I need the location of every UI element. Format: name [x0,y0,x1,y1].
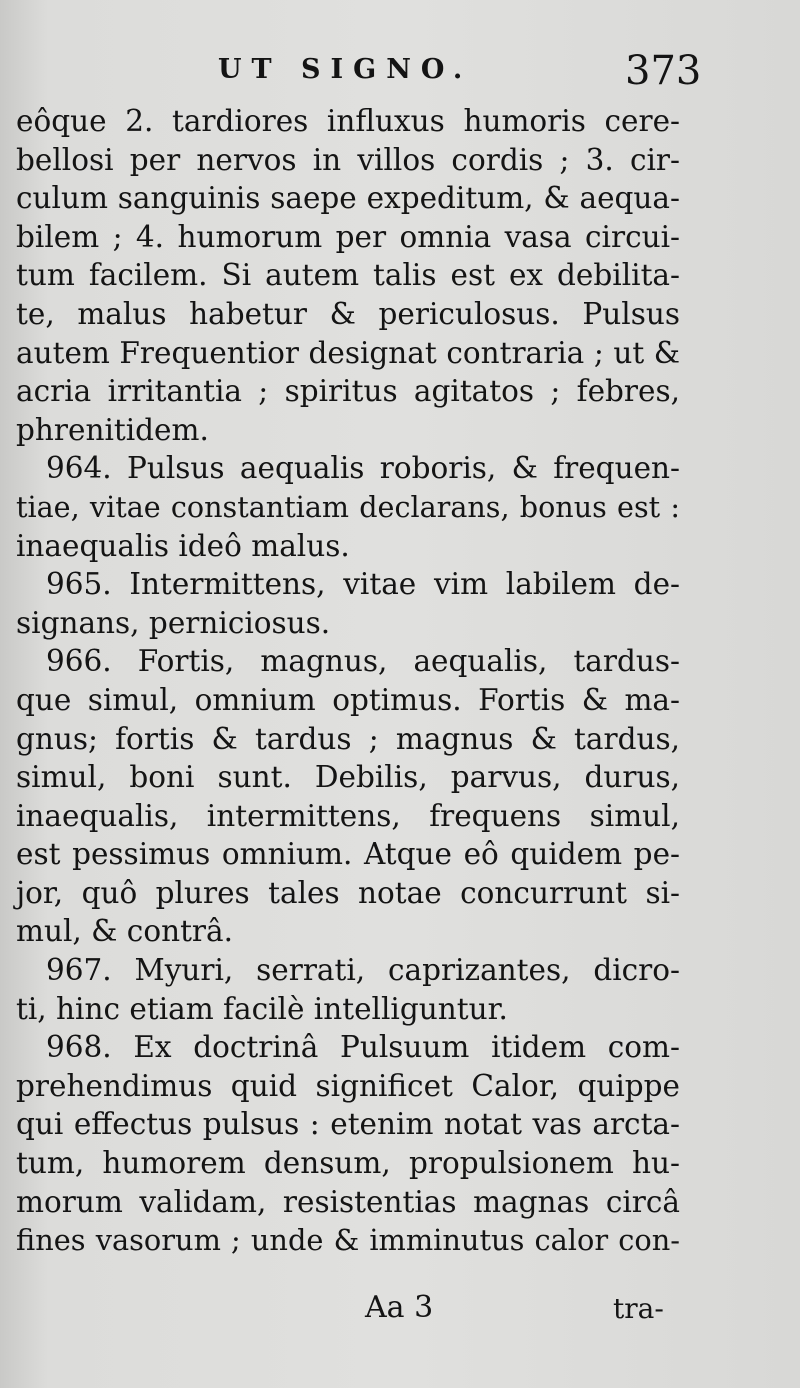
text-line: 968. Ex doctrinâ Pulsuum itidem com- [46,1030,680,1065]
text-line: tum facilem. Si autem talis est ex debilita- [16,258,680,293]
text-line: inaequalis, intermittens, frequens simul, [16,798,680,833]
text-line: 965. Intermittens, vitae vim labilem de- [46,567,680,602]
text-line: 967. Myuri, serrati, caprizantes, dicro- [46,953,680,988]
text-line: autem Frequentior designat contraria ; ut & [16,335,680,370]
text-line: te, malus habetur & periculosus. Pulsus [16,296,680,331]
text-line: prehendimus quid significet Calor, quippe [16,1068,680,1103]
text-line: bilem ; 4. humorum per omnia vasa circui- [16,219,680,254]
page-number: 373 [625,48,702,94]
page-footer [0,1290,800,1340]
text-line: culum sanguinis saepe expeditum, & aequa- [16,181,680,216]
text-line: mul, & contrâ. [16,914,234,949]
text-line: 966. Fortis, magnus, aequalis, tardus- [46,644,680,679]
signature-mark: Aa 3 [365,1290,434,1325]
text-line: eôque 2. tardiores influxus humoris cere- [16,104,680,138]
catchword: tra- [613,1292,664,1325]
text-line: ti, hinc etiam facilè intelliguntur. [16,991,508,1026]
text-line: qui effectus pulsus : etenim notat vas arcta- [16,1107,680,1142]
text-line: phrenitidem. [16,412,209,447]
text-line: 964. Pulsus aequalis roboris, & frequen- [46,451,680,486]
text-line: jor, quô plures tales notae concurrunt si- [16,875,680,910]
text-line: fines vasorum ; unde & imminutus calor con- [16,1223,680,1258]
text-line: morum validam, resistentias magnas circâ [16,1184,680,1219]
text-line: gnus; fortis & tardus ; magnus & tardus, [16,721,680,756]
running-head-title: UT SIGNO. [218,54,473,85]
running-head [0,48,800,98]
text-line: tiae, vitae constantiam declarans, bonus est : [16,489,680,524]
body-text [16,102,680,1260]
text-line: signans, perniciosus. [16,605,331,640]
text-line: acria irritantia ; spiritus agitatos ; febres, [16,374,680,409]
text-line: inaequalis ideô malus. [16,528,350,563]
text-line: tum, humorem densum, propulsionem hu- [16,1146,680,1181]
text-line: que simul, omnium optimus. Fortis & ma- [16,682,680,717]
text-line: est pessimus omnium. Atque eô quidem pe- [16,837,680,872]
text-line: bellosi per nervos in villos cordis ; 3. cir- [16,142,680,177]
text-line: simul, boni sunt. Debilis, parvus, durus, [16,760,680,795]
